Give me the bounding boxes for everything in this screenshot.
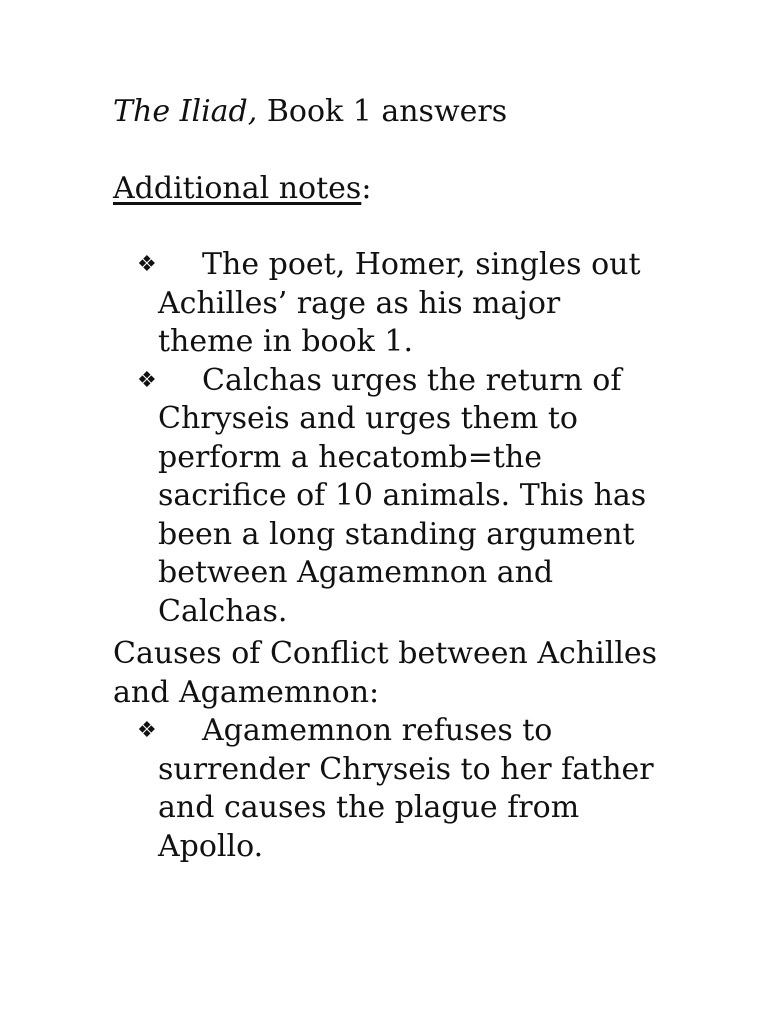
- list-item: [0, 712, 768, 866]
- causes-heading: Causes of Conflict between Achilles and Agamemnon:: [113, 636, 658, 710]
- causes-list: [0, 712, 768, 866]
- additional-notes-colon: :: [361, 171, 372, 206]
- diamond-bullet-icon: ❖: [137, 367, 157, 393]
- title-italic: The Iliad,: [113, 94, 258, 129]
- diamond-bullet-icon: ❖: [137, 252, 157, 277]
- additional-notes-heading: [113, 169, 371, 209]
- additional-notes-label: Additional notes: [113, 171, 362, 206]
- list-item: [0, 362, 768, 632]
- list-item: [0, 246, 768, 362]
- bullet-text: The poet, Homer, singles out Achilles’ rage as his major theme in book 1.: [158, 247, 641, 359]
- diamond-bullet-icon: ❖: [137, 718, 157, 743]
- title-rest: Book 1 answers: [257, 94, 508, 129]
- additional-notes-list: [0, 246, 768, 631]
- bullet-text: Calchas urges the return of Chryseis and urges them to perform a hecatomb=the sacrifice of 10 animals. This has been a long standing argument between Agamemnon and Calchas.: [158, 362, 647, 629]
- bullet-text: Agamemnon refuses to surrender Chryseis to her father and causes the plague from Apollo.: [158, 713, 654, 864]
- document-title: [113, 92, 507, 132]
